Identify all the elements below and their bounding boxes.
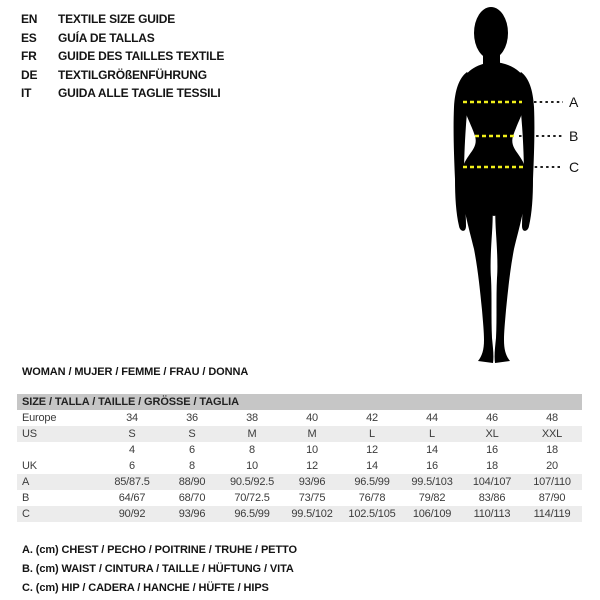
row-label: US bbox=[22, 428, 37, 440]
section-title: WOMAN / MUJER / FEMME / FRAU / DONNA bbox=[22, 366, 249, 378]
size-cell: S bbox=[188, 428, 196, 440]
language-row bbox=[21, 84, 224, 103]
language-row bbox=[21, 66, 224, 85]
language-row bbox=[21, 10, 224, 29]
language-title: TEXTILGRÖßENFÜHRUNG bbox=[58, 67, 207, 82]
size-cell: XL bbox=[485, 428, 499, 440]
size-cell: 16 bbox=[486, 444, 498, 456]
row-label bbox=[17, 442, 102, 458]
row-label: B bbox=[22, 492, 30, 504]
size-cell: 87/90 bbox=[538, 492, 566, 504]
woman-silhouette bbox=[454, 7, 535, 363]
table-row bbox=[17, 458, 582, 474]
size-cell: 38 bbox=[246, 412, 258, 424]
size-cell: 73/75 bbox=[298, 492, 326, 504]
language-code: IT bbox=[21, 86, 32, 101]
size-cell: 18 bbox=[486, 460, 498, 472]
legend-line: C. (cm) HIP / CADERA / HANCHE / HÜFTE / HIPS bbox=[22, 581, 269, 594]
table-row bbox=[17, 426, 582, 442]
size-cell: 46 bbox=[486, 412, 498, 424]
size-cell: 96.5/99 bbox=[234, 508, 270, 520]
size-cell: 12 bbox=[306, 460, 318, 472]
size-cell: 99.5/102 bbox=[291, 508, 333, 520]
figure-label-c: C bbox=[569, 159, 580, 175]
size-cell: 18 bbox=[546, 444, 558, 456]
row-label: UK bbox=[22, 460, 37, 472]
language-code: ES bbox=[21, 30, 37, 45]
size-cell: 70/72.5 bbox=[234, 492, 270, 504]
size-cell: 104/107 bbox=[472, 476, 512, 488]
size-cell: 36 bbox=[186, 412, 198, 424]
size-cell: 4 bbox=[129, 444, 135, 456]
size-cell: 79/82 bbox=[418, 492, 446, 504]
size-cell: L bbox=[369, 428, 375, 440]
size-cell: 42 bbox=[366, 412, 378, 424]
size-cell: 14 bbox=[366, 460, 378, 472]
size-cell: 6 bbox=[129, 460, 135, 472]
language-title: GUIDE DES TAILLES TEXTILE bbox=[58, 49, 225, 64]
size-cell: 93/96 bbox=[178, 508, 206, 520]
language-code: FR bbox=[21, 49, 37, 64]
size-cell: L bbox=[429, 428, 435, 440]
legend-list bbox=[22, 541, 297, 597]
size-cell: 90/92 bbox=[118, 508, 146, 520]
size-cell: M bbox=[307, 428, 317, 440]
size-cell: 40 bbox=[306, 412, 318, 424]
language-title: GUÍA DE TALLAS bbox=[58, 30, 155, 45]
language-code: DE bbox=[21, 67, 38, 82]
row-label: A bbox=[22, 476, 30, 488]
size-cell: XXL bbox=[541, 428, 563, 440]
size-cell: 10 bbox=[246, 460, 258, 472]
size-cell: 90.5/92.5 bbox=[229, 476, 275, 488]
size-cell: 93/96 bbox=[298, 476, 326, 488]
table-row bbox=[17, 442, 582, 458]
size-table bbox=[17, 394, 582, 522]
size-cell: 83/86 bbox=[478, 492, 506, 504]
size-cell: 16 bbox=[426, 460, 438, 472]
size-cell: 88/90 bbox=[178, 476, 206, 488]
figure-label-b: B bbox=[569, 128, 579, 144]
legend-line: A. (cm) CHEST / PECHO / POITRINE / TRUHE / PETTO bbox=[22, 544, 297, 556]
size-cell: 68/70 bbox=[178, 492, 206, 504]
size-cell: S bbox=[128, 428, 136, 440]
size-cell: 34 bbox=[126, 412, 138, 424]
table-header-row bbox=[17, 394, 582, 410]
size-cell: 8 bbox=[249, 444, 255, 456]
size-cell: 114/119 bbox=[533, 508, 571, 520]
table-header-label: SIZE / TALLA / TAILLE / GRÖSSE / TAGLIA bbox=[17, 394, 582, 410]
size-cell: 76/78 bbox=[358, 492, 386, 504]
size-cell: 20 bbox=[546, 460, 558, 472]
table-row bbox=[17, 490, 582, 506]
language-code: EN bbox=[21, 12, 38, 26]
size-cell: 48 bbox=[546, 412, 558, 424]
language-row bbox=[21, 47, 224, 66]
size-cell: 6 bbox=[189, 444, 195, 456]
size-cell: 106/109 bbox=[412, 508, 452, 520]
size-cell: 96.5/99 bbox=[354, 476, 390, 488]
table-row bbox=[17, 410, 582, 426]
size-cell: 14 bbox=[426, 444, 438, 456]
size-cell: 99.5/103 bbox=[411, 476, 453, 488]
size-cell: 110/113 bbox=[473, 508, 511, 520]
table-row bbox=[17, 474, 582, 490]
size-cell: M bbox=[247, 428, 257, 440]
figure-label-a: A bbox=[569, 94, 579, 110]
size-cell: 64/67 bbox=[118, 492, 146, 504]
size-cell: 107/110 bbox=[533, 476, 571, 488]
size-table-body bbox=[17, 394, 582, 522]
language-row bbox=[21, 29, 224, 48]
legend-line: B. (cm) WAIST / CINTURA / TAILLE / HÜFTUNG / VITA bbox=[22, 562, 294, 575]
size-cell: 10 bbox=[306, 444, 318, 456]
language-title: TEXTILE SIZE GUIDE bbox=[58, 12, 176, 26]
row-label: C bbox=[22, 508, 30, 520]
size-cell: 44 bbox=[426, 412, 438, 424]
size-cell: 8 bbox=[189, 460, 195, 472]
language-title: GUIDA ALLE TAGLIE TESSILI bbox=[58, 86, 221, 101]
row-label: Europe bbox=[22, 412, 57, 424]
language-list bbox=[21, 10, 224, 103]
table-row bbox=[17, 506, 582, 522]
size-cell: 102.5/105 bbox=[348, 508, 396, 520]
woman-silhouette-figure bbox=[430, 0, 600, 380]
size-cell: 12 bbox=[366, 444, 378, 456]
size-cell: 85/87.5 bbox=[114, 476, 150, 488]
